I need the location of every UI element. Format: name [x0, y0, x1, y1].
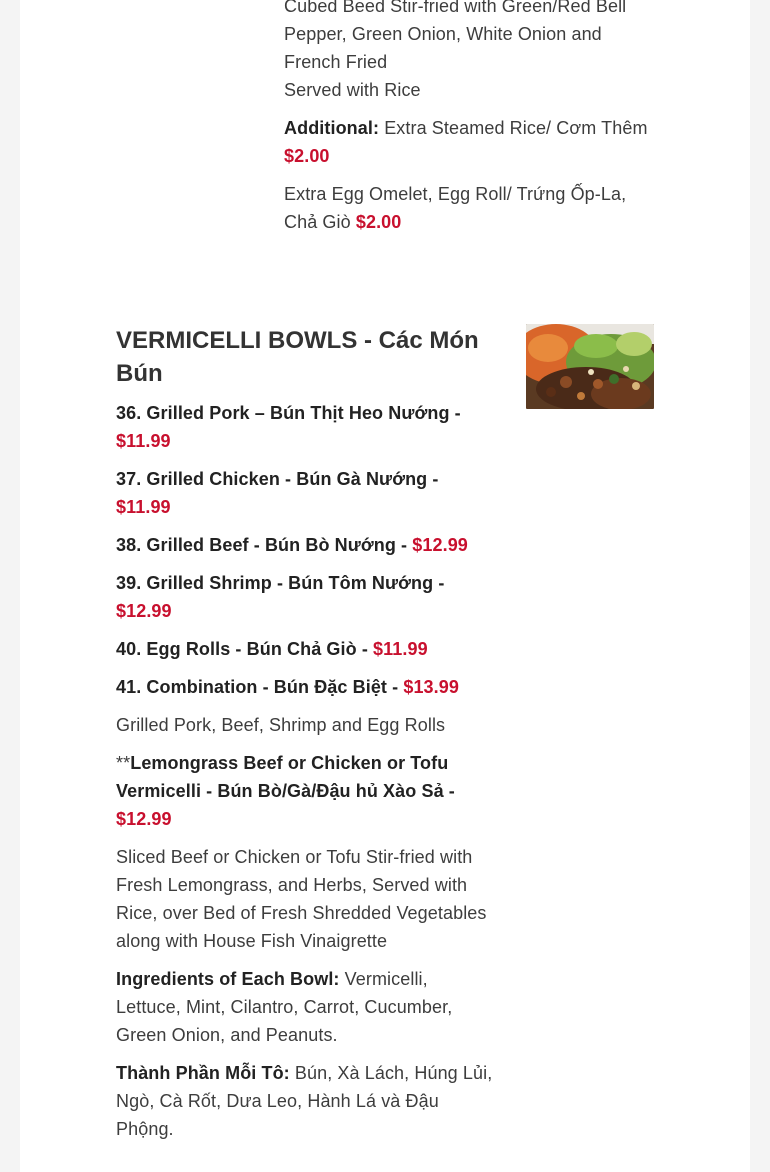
section-title: VERMICELLI BOWLS - Các Món Bún [116, 327, 479, 387]
menu-item-price: $12.99 [116, 809, 172, 829]
menu-item-price: $13.99 [403, 677, 459, 697]
menu-item [116, 635, 496, 663]
ingredients-text: Vermicelli, Lettuce, Mint, Cilantro, Carrot, Cucumber, Green Onion, and Peanuts. [116, 969, 453, 1045]
special-prefix: ** [116, 753, 131, 773]
additional-label: Additional: [284, 118, 380, 138]
desc-line-4: Served with Rice [284, 80, 421, 100]
menu-item-name: 36. Grilled Pork – Bún Thịt Heo Nướng - [116, 403, 461, 423]
menu-item-price: $11.99 [373, 639, 428, 659]
menu-item [116, 569, 496, 625]
menu-item-name: 38. Grilled Beef - Bún Bò Nướng - [116, 535, 413, 555]
extra-egg [284, 180, 664, 236]
ingredients-label: Thành Phần Mỗi Tô: [116, 1063, 290, 1083]
extra-price: $2.00 [355, 212, 402, 232]
vermicelli-menu-list [116, 399, 496, 1153]
menu-item-name: 41. Combination - Bún Đặc Biệt - [116, 677, 404, 697]
desc-line-1: Cubed Beed Stir-fried with Green/Red Bell [284, 0, 627, 16]
menu-card [20, 0, 750, 1172]
ingredients-vietnamese [116, 1059, 496, 1143]
menu-item-price: $12.99 [116, 601, 172, 621]
menu-item-price: $11.99 [116, 497, 171, 517]
ingredients-label: Ingredients of Each Bowl: [116, 969, 340, 989]
menu-item-name: Lemongrass Beef or Chicken or Tofu Vermicelli - Bún Bò/Gà/Đậu hủ Xào Sả - [116, 753, 455, 801]
vermicelli-bowl-photo [526, 324, 654, 409]
extra-text: Extra Egg Omelet, Egg Roll/ Trứng Ốp-La, Chả Giò [284, 184, 627, 232]
ingredients-english [116, 965, 496, 1049]
combination-description: Grilled Pork, Beef, Shrimp and Egg Rolls [116, 715, 446, 735]
menu-item-name: 39. Grilled Shrimp - Bún Tôm Nướng - [116, 573, 445, 593]
lemongrass-item [116, 749, 496, 833]
item-description [284, 0, 664, 104]
additional-price: $2.00 [284, 146, 330, 166]
additional-text: Extra Steamed Rice/ Cơm Thêm [379, 118, 663, 138]
menu-item [116, 465, 496, 521]
previous-item-details [284, 0, 664, 236]
menu-item-name: 37. Grilled Chicken - Bún Gà Nướng - [116, 469, 439, 489]
menu-item-price: $11.99 [116, 431, 171, 451]
lemongrass-description: Sliced Beef or Chicken or Tofu Stir-fried with Fresh Lemongrass, and Herbs, Served with Rice, over Bed of Fresh Shredded Vegetables along with House Fish Vinaigrette [116, 847, 487, 951]
additional-rice [284, 114, 664, 170]
menu-item-price: $12.99 [412, 535, 468, 555]
desc-line-3: French Fried [284, 52, 388, 72]
ingredients-text: Bún, Xà Lách, Húng Lủi, Ngò, Cà Rốt, Dưa Leo, Hành Lá và Đậu Phộng. [116, 1063, 493, 1139]
menu-item-name: 40. Egg Rolls - Bún Chả Giò - [116, 639, 374, 659]
menu-item [116, 673, 496, 701]
menu-item [116, 399, 496, 455]
menu-item [116, 531, 496, 559]
desc-line-2: Pepper, Green Onion, White Onion and [284, 24, 602, 44]
